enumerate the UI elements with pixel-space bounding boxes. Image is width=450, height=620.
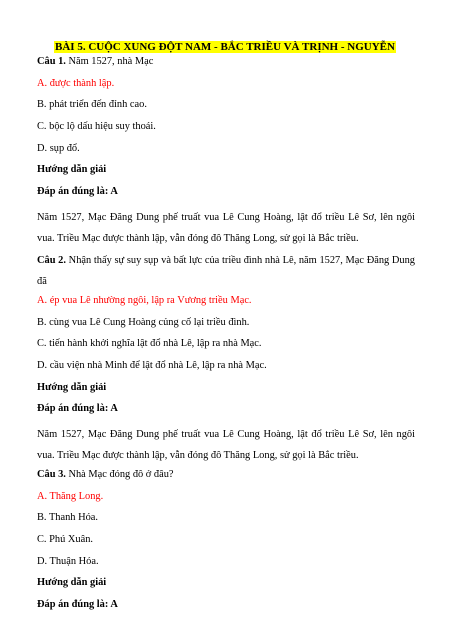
explanation: Năm 1527, Mạc Đăng Dung phế truất vua Lê Cung Hoàng, lật đổ triều Lê Sơ, lên ngôi vua. Triều Mạc được thành lập, vẫn đóng đô Thăng Long, sử gọi là Bắc triều.	[37, 428, 415, 462]
option-c: C. tiến hành khởi nghĩa lật đổ nhà Lê, lập ra nhà Mạc.	[37, 338, 262, 350]
answer-line: Đáp án đúng là: A	[37, 599, 118, 611]
answer-line: Đáp án đúng là: A	[37, 403, 118, 415]
option-a: A. ép vua Lê nhường ngôi, lập ra Vương triều Mạc.	[37, 294, 252, 306]
guide-heading: Hướng dẫn giải	[37, 381, 107, 393]
answer-line: Đáp án đúng là: A	[37, 186, 118, 198]
option-d: D. sụp đổ.	[37, 142, 80, 154]
option-c: C. bộc lộ dấu hiệu suy thoái.	[37, 121, 156, 133]
question-text: Nhà Mạc đóng đô ở đâu?	[65, 468, 174, 480]
question-1	[37, 55, 415, 69]
option-b: B. cùng vua Lê Cung Hoàng củng cố lại triều đình.	[37, 316, 250, 328]
option-a: A. được thành lập.	[37, 77, 115, 89]
explanation: Năm 1527, Mạc Đăng Dung phế truất vua Lê Cung Hoàng, lật đổ triều Lê Sơ, lên ngôi vua. Triều Mạc được thành lập, vẫn đóng đô Thăng Long, sử gọi là Bắc triều.	[37, 211, 415, 245]
question-list	[37, 55, 415, 620]
guide-heading: Hướng dẫn giải	[37, 577, 107, 589]
option-a: A. Thăng Long.	[37, 490, 104, 502]
question-label: Câu 2.	[37, 254, 66, 266]
option-d: D. cầu viện nhà Minh để lật đổ nhà Lê, lập ra nhà Mạc.	[37, 359, 267, 371]
guide-heading: Hướng dẫn giải	[37, 164, 107, 176]
question-3	[37, 468, 415, 482]
lesson-title: BÀI 5. CUỘC XUNG ĐỘT NAM - BẮC TRIỀU VÀ TRỊNH - NGUYỄN	[55, 41, 395, 53]
option-b: B. phát triển đến đỉnh cao.	[37, 99, 147, 111]
option-b: B. Thanh Hóa.	[37, 512, 98, 524]
question-text: Năm 1527, nhà Mạc	[65, 56, 154, 67]
option-d: D. Thuận Hóa.	[37, 555, 99, 567]
question-label: Câu 1.	[37, 56, 66, 67]
question-2	[37, 250, 415, 293]
question-text: Nhận thấy sự suy sụp và bất lực của triều đình nhà Lê, năm 1527, Mạc Đăng Dung đã	[37, 254, 415, 288]
question-label: Câu 3.	[37, 468, 66, 480]
option-c: C. Phú Xuân.	[37, 534, 93, 545]
